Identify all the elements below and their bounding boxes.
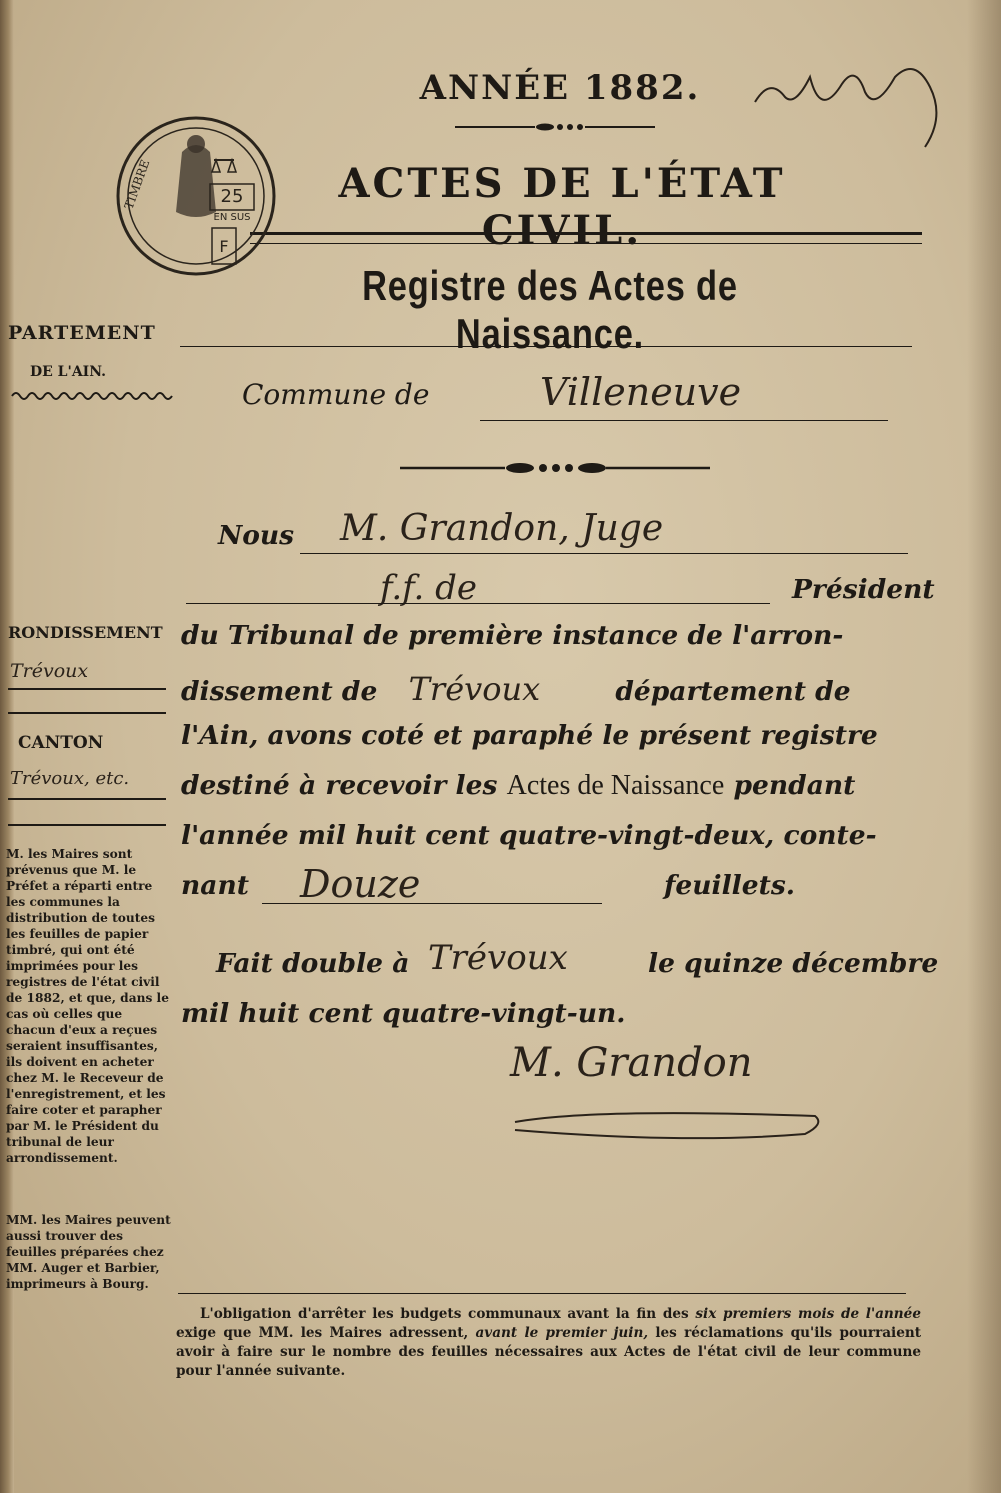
signed-at-handwritten: Trévoux: [428, 938, 568, 978]
svg-text:EN SUS: EN SUS: [213, 212, 251, 223]
commune-name-handwritten: Villeneuve: [540, 370, 742, 414]
tax-stamp-seal: [112, 112, 280, 280]
contenant-label: nant: [181, 870, 249, 901]
body-line-arrondissement: [181, 670, 921, 708]
title-double-rule: [250, 232, 922, 244]
arrondissement-label: dissement de: [181, 676, 378, 707]
president-role-handwritten: f.f. de: [380, 568, 478, 608]
footnote-part-3: les réclamations qu'ils pourraient avoir à faire sur le nombre des feuilles nécessaires aux Actes de l'état civil de leur commune pour l'année suivante.: [176, 1325, 922, 1379]
svg-text:TIMBRE: TIMBRE: [121, 157, 153, 212]
actes-naissance-label: Actes de Naissance: [506, 770, 725, 801]
margin-canton-handwritten: Trévoux, etc.: [10, 768, 130, 789]
margin-arrondissement-label: RONDISSEMENT: [8, 623, 163, 642]
nous-label: Nous: [218, 520, 295, 551]
pendant-label: pendant: [733, 770, 856, 801]
body-line-tribunal: du Tribunal de première instance de l'arron-: [181, 620, 844, 651]
margin-departement-name: DE L'AIN.: [30, 364, 107, 380]
destine-label: destiné à recevoir les: [181, 770, 498, 801]
president-name-handwritten: M. Grandon, Juge: [340, 508, 664, 549]
title-thin-rule: [180, 346, 912, 347]
handwritten-sheet-note: [745, 62, 965, 172]
margin-wavy-rule: [12, 390, 170, 402]
footnote-emphasis-2: avant le premier juin,: [475, 1325, 649, 1341]
departement-label: département de: [615, 676, 851, 707]
arrondissement-city-handwritten: Trévoux: [408, 670, 541, 708]
sheet-count-handwritten: Douze: [300, 862, 421, 906]
main-title: ACTES DE L'ÉTAT CIVIL.: [338, 160, 786, 254]
year-title: ANNÉE 1882.: [419, 68, 701, 108]
date-label: le quinze décembre: [648, 948, 939, 979]
signature-handwritten: M. Grandon: [510, 1040, 753, 1086]
year-written-label: mil huit cent quatre-vingt-un.: [181, 998, 626, 1029]
signature-flourish: [500, 1030, 850, 1140]
fait-double-label: Fait double à: [216, 948, 410, 979]
register-title: Registre des Actes de Naissance.: [362, 262, 738, 357]
footnote-part-1: L'obligation d'arrêter les budgets communaux avant la fin des: [200, 1306, 689, 1322]
commune-fill-line: [480, 420, 888, 421]
page-edge-shadow: [967, 0, 1001, 1493]
margin-canton-label: CANTON: [18, 733, 104, 753]
body-line-destine: [181, 770, 921, 802]
margin-rule-3: [8, 798, 166, 800]
margin-notice-paper: M. les Maires sont prévenus que M. le Préfet a réparti entre les communes la distribution de toutes les feuilles de papier timbré, qui ont été imprimées pour les registres de l'état civil de 1882, et que, dans le cas où celles que chacun d'eux a reçues seraient insuffisantes, ils doivent en acheter chez M. le Receveur de l'enregistrement, et les faire coter et parapher par M. le Président du tribunal de leur arrondissement.: [6, 847, 169, 1165]
footnote-emphasis-1: six premiers mois de l'année: [695, 1306, 921, 1322]
svg-text:F: F: [219, 237, 229, 256]
nous-fill-line: [300, 553, 908, 554]
margin-arrondissement-handwritten: Trévoux: [10, 660, 89, 682]
margin-rule-2: [8, 712, 166, 714]
commune-label: Commune de: [242, 378, 430, 411]
margin-departement-label: PARTEMENT: [8, 322, 156, 344]
body-line-paraphe: l'Ain, avons coté et paraphé le présent registre: [181, 720, 878, 751]
footnote-budget: [176, 1305, 921, 1381]
svg-text:25: 25: [220, 186, 244, 207]
ornament-divider-middle: [400, 462, 710, 474]
feuillets-label: feuillets.: [664, 870, 795, 901]
ornament-divider-top: [455, 122, 655, 132]
president-label: Président: [792, 574, 935, 605]
margin-rule-4: [8, 824, 166, 826]
margin-rule-1: [8, 688, 166, 690]
role-fill-line: [186, 603, 770, 604]
footnote-part-2: exige que MM. les Maires adressent,: [176, 1325, 469, 1341]
margin-notice-printers: MM. les Maires peuvent aussi trouver des feuilles préparées chez MM. Auger et Barbier, imprimeurs à Bourg.: [6, 1213, 171, 1291]
footnote-rule: [178, 1293, 906, 1294]
body-line-annee: l'année mil huit cent quatre-vingt-deux, conte-: [181, 820, 877, 851]
sheet-count-fill-line: [262, 903, 602, 904]
